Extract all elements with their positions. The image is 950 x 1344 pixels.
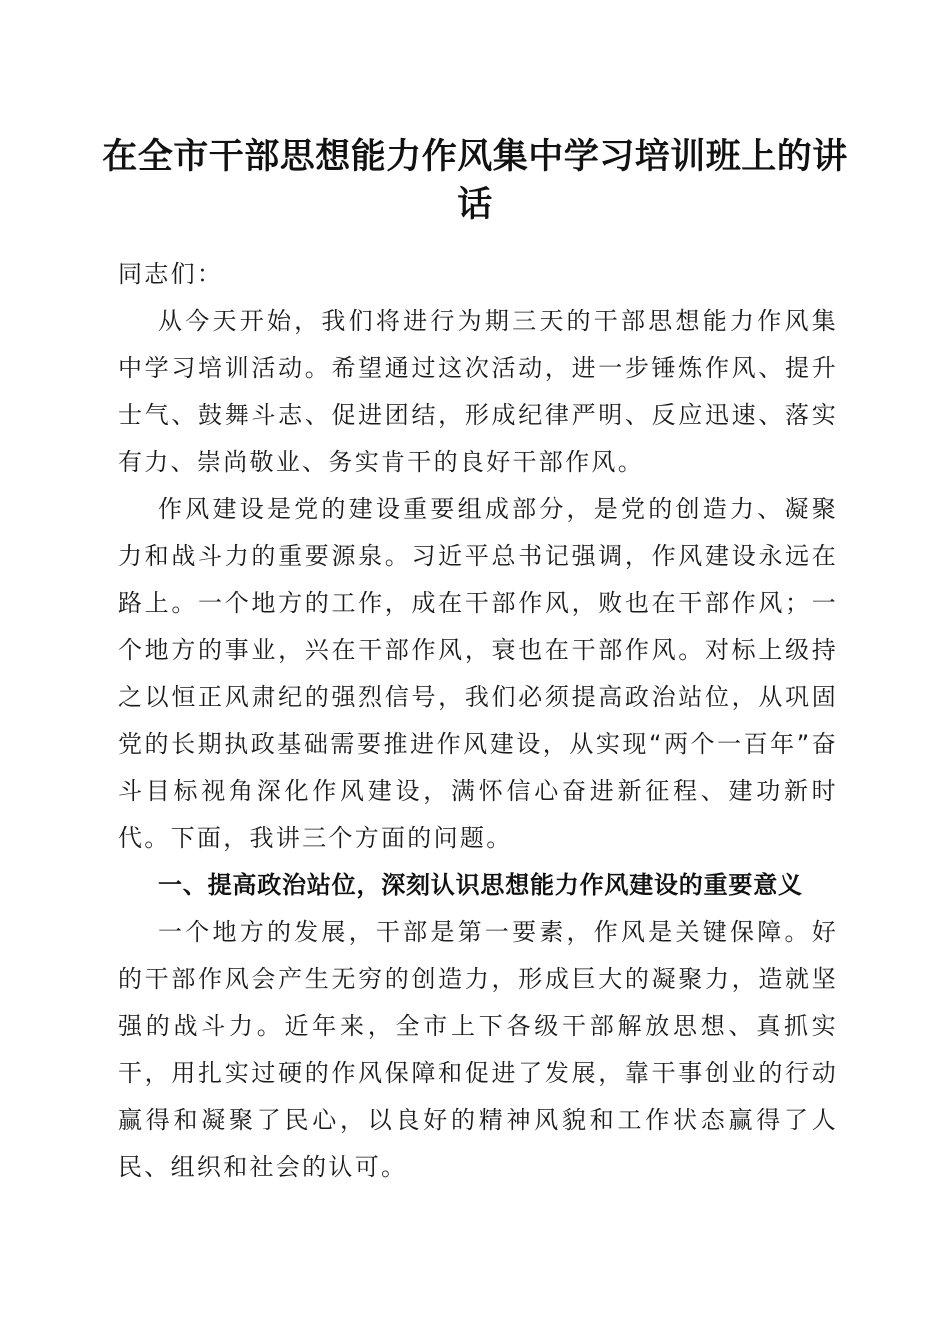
paragraph-style-importance: 作风建设是党的建设重要组成部分，是党的创造力、凝聚力和战斗力的重要源泉。习近平总书记强调，作风建设永远在路上。一个地方的工作，成在干部作风，败也在干部作风；一个地方的事业，兴在干部作风，衰也在干部作风。对标上级持之以恒正风肃纪的强烈信号，我们必须提高政治站位，从巩固党的长期执政基础需要推进作风建设，从实现“两个一百年”奋斗目标视角深化作风建设，满怀信心奋进新征程、建功新时代。下面，我讲三个方面的问题。 [118, 495, 838, 852]
document-body [118, 251, 838, 1191]
section-heading-1: 一、提高政治站位，深刻认识思想能力作风建设的重要意义 [158, 871, 803, 899]
paragraph-opening: 从今天开始，我们将进行为期三天的干部思想能力作风集中学习培训活动。希望通过这次活动，进一步锤炼作风、提升士气、鼓舞斗志、促进团结，形成纪律严明、反应迅速、落实有力、崇尚敬业、务实肯干的良好干部作风。 [118, 307, 838, 476]
document-title: 在全市干部思想能力作风集中学习培训班上的讲话 [102, 136, 848, 225]
salutation: 同志们： [118, 260, 224, 288]
section-1-paragraph: 一个地方的发展，干部是第一要素，作风是关键保障。好的干部作风会产生无穷的创造力，形成巨大的凝聚力，造就坚强的战斗力。近年来，全市上下各级干部解放思想、真抓实干，用扎实过硬的作风保障和促进了发展，靠干事创业的行动赢得和凝聚了民心，以良好的精神风貌和工作状态赢得了人民、组织和社会的认可。 [118, 918, 838, 1181]
